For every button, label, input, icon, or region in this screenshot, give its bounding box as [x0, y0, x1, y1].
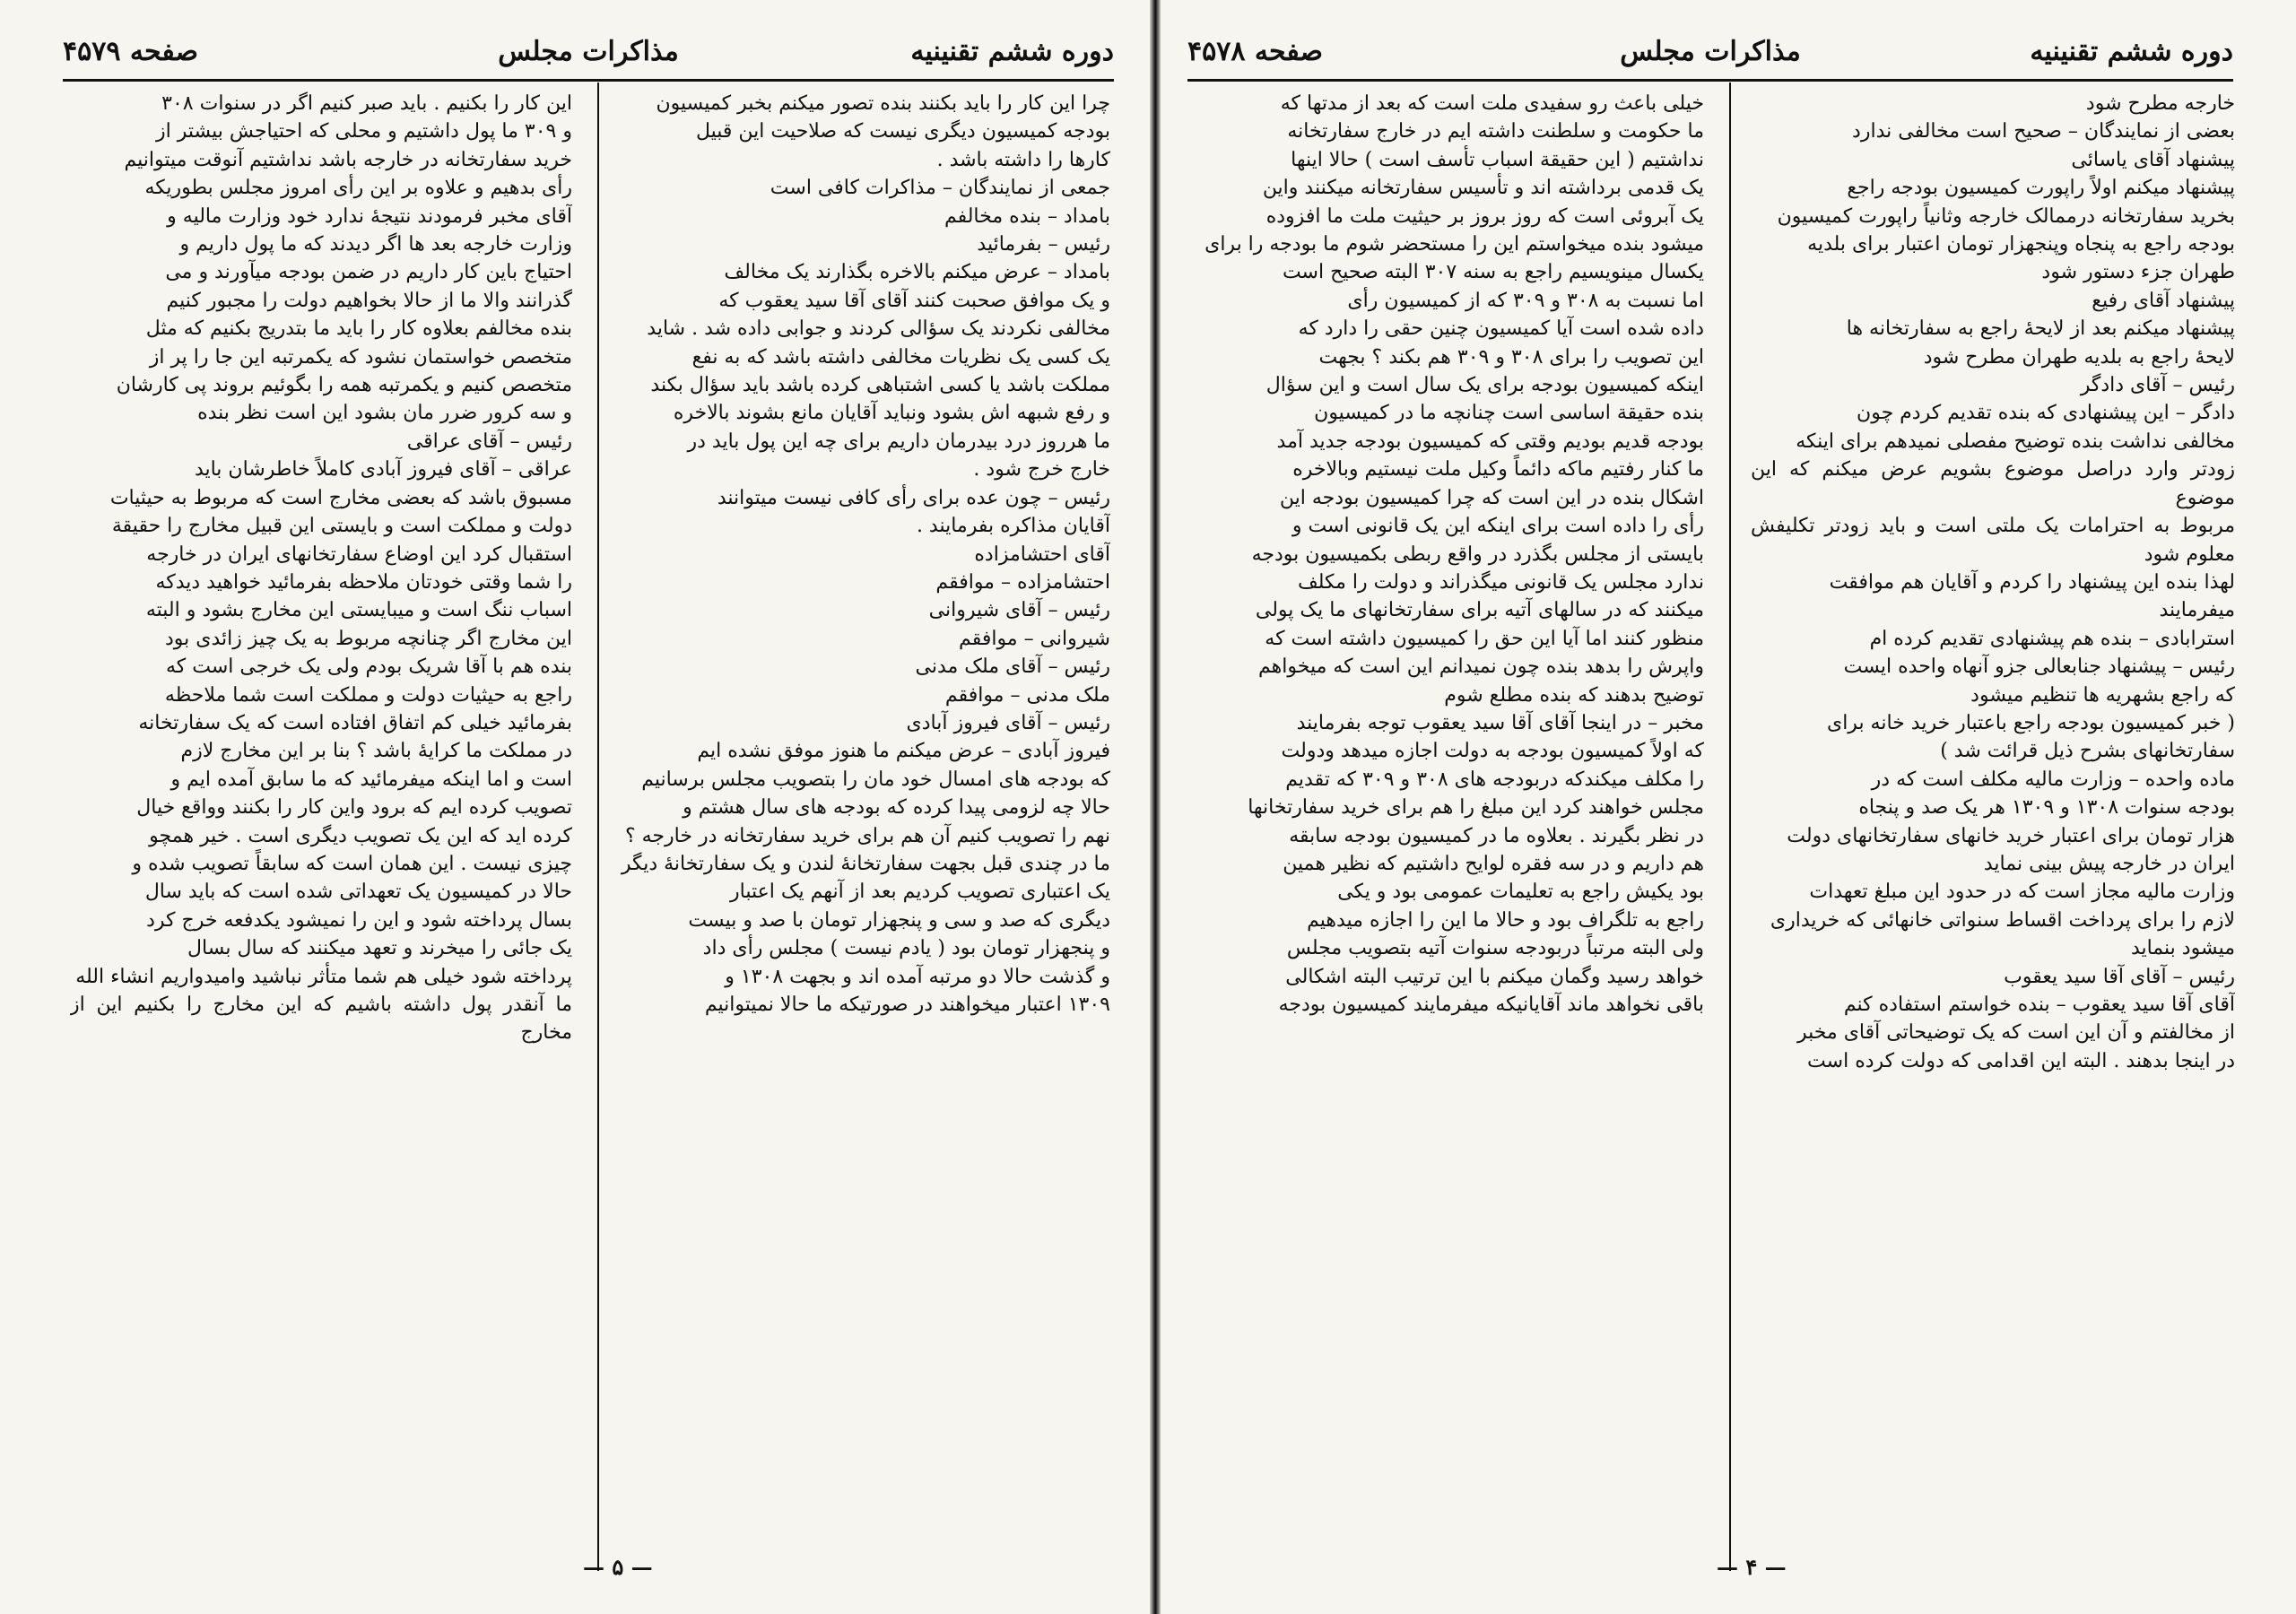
text-line: مربوط به احترامات یک ملتی است و باید زودتر تکلیفش معلوم شود: [1751, 515, 2235, 566]
text-line: بفرمائید خیلی کم اتفاق افتاده است که یک سفارتخانه: [138, 711, 572, 734]
text-line: بودجه راجع به پنجاه وپنجهزار تومان اعتبار برای بلدیه: [1807, 233, 2235, 256]
text-line: وزارت مالیه مجاز است که در حدود این مبلغ تعهدات: [1809, 881, 2235, 904]
text-line: ( خبر کمیسیون بودجه راجع باعتبار خرید خانه برای: [1826, 711, 2235, 734]
text-line: لهذا بنده این پیشنهاد را کردم و آقایان هم موافقت: [1829, 570, 2235, 594]
text-line: را شما وقتی خودتان ملاحظه بفرمائید خواهید دیدکه: [155, 570, 572, 594]
text-line: بخرید سفارتخانه درممالک خارجه وثانیاً راپورت کمیسیون: [1777, 204, 2235, 228]
text-line: گذرانند والا ما از حالا بخواهیم دولت را مجبور کنیم: [166, 289, 572, 312]
text-line: متخصص خواستمان نشود که یکمرتبه این جا را پر از: [149, 345, 572, 369]
text-line: ندارد مجلس یک قانونی میگذراند و دولت را مکلف: [1297, 570, 1704, 594]
text-line: بودجه سنوات ۱۳۰۸ و ۱۳۰۹ هر یک صد و پنجاه: [1858, 796, 2235, 820]
text-line: هم داریم و در سه فقره لوایح داشتیم که نظیر همین: [1283, 852, 1704, 875]
text-line: که راجع بشهریه ها تنظیم میشود: [1970, 683, 2235, 707]
text-line: است و اما اینکه میفرمائید که ما سابق آمده ایم و: [170, 768, 572, 791]
text-line: بایستی از مجلس بگذرد در واقع ربطی بکمیسیون بودجه: [1251, 542, 1704, 566]
text-line: رئیس – بفرمائید: [977, 233, 1110, 256]
text-line: ما کنار رفتیم ماکه دائماً وکیل ملت نیستیم وبالاخره: [1292, 458, 1704, 482]
text-line: رئیس – آقای شیروانی: [928, 599, 1110, 622]
text-line: بنده حقیقة اساسی است چنانچه ما در کمیسیون: [1314, 402, 1704, 425]
header-rule: [1187, 79, 2233, 82]
text-line: اسباب ننگ است و میبایستی این مخارج بشود و البته: [145, 599, 572, 622]
text-line: ما در چندی قبل بجهت سفارتخانهٔ لندن و یک سفارتخانهٔ دیگر: [621, 852, 1110, 875]
text-line: چیزی نیست . این همان است که سابقاً تصویب شده و: [132, 852, 572, 875]
text-line: بود یکیش راجع به تعلیمات عمومی بود و یکی: [1337, 881, 1704, 904]
text-line: استقبال کرد این اوضاع سفارتخانهای ایران در خارجه: [146, 542, 572, 566]
text-line: مخالفی نداشت بنده توضیح مفصلی نمیدهم برای اینکه: [1796, 430, 2235, 453]
text-line: بامداد – بنده مخالفم: [944, 204, 1110, 228]
text-line: ملک مدنی – موافقم: [944, 683, 1110, 707]
text-line: فیروز آبادی – عرض میکنم ما هنوز موفق نشده ایم: [697, 740, 1110, 763]
text-line: ولی البته مرتباً دربودجه سنوات آتیه بتصویب مجلس: [1286, 937, 1704, 960]
text-line: دیگری که صد و سی و پنجهزار تومان با صد و بیست: [688, 908, 1110, 932]
text-line: مملکت باشد یا کسی اشتباهی کرده باشد باید سؤال بکند: [650, 374, 1110, 397]
text-line: رئیس – چون عده برای رأی کافی نیست میتوانند: [717, 486, 1110, 509]
text-line: مخبر – در اینجا آقای آقا سید یعقوب توجه بفرمایند: [1296, 711, 1704, 734]
text-line: و رفع شبهه اش بشود ونباید آقایان مانع بشوند بالاخره: [673, 402, 1110, 425]
text-line: نداشتیم ( این حقیقة اسباب تأسف است ) حالا اینها: [1291, 148, 1704, 171]
text-line: ما هرروز درد بیدرمان داریم برای چه این پول باید در: [687, 430, 1110, 453]
text-line: ما حکومت و سلطنت داشته ایم در خارج سفارتخانه: [1287, 120, 1704, 143]
text-line: خارجه مطرح شود: [2085, 92, 2235, 115]
text-line: مسبوق باشد که بعضی مخارج است که مربوط به حیثیات: [109, 486, 572, 509]
page-header: [63, 36, 1114, 75]
text-line: اینکه کمیسیون بودجه برای یک سال است و این سؤال: [1265, 374, 1704, 397]
right-page: [1161, 0, 2296, 1614]
text-line: ایران در خارجه پیش بینی نماید: [1983, 852, 2235, 875]
text-line: تصویب کرده ایم که برود واین کار را بکنند وواقع خیال: [136, 796, 572, 820]
text-line: میشود بنده میخواستم این را مستحضر شوم ما بودجه را برای: [1205, 233, 1704, 256]
text-line: پیشنهاد آقای رفیع: [2092, 289, 2235, 312]
text-line: اشکال بنده در این است که چرا کمیسیون بودجه این: [1279, 486, 1704, 509]
book-gutter: [1150, 0, 1161, 1614]
text-line: باقی نخواهد ماند آقایانیکه میفرمایند کمیسیون بودجه: [1278, 994, 1704, 1016]
header-title: مذاکرات مجلس: [1620, 36, 1801, 67]
text-line: و گذشت حالا دو مرتبه آمده اند و بجهت ۱۳۰۸ و: [725, 965, 1110, 988]
text-line: راجع به تلگراف بود و حالا ما این را اجازه میدهیم: [1307, 908, 1704, 932]
text-line: یک کسی یک نظریات مخالفی داشته باشد که به نفع: [691, 345, 1110, 369]
folio: — ۵ —: [583, 1554, 653, 1580]
text-line: بنده مخالفم بعلاوه کار را باید ما بتدریج بکنیم که مثل: [145, 317, 572, 341]
column-divider: [1729, 82, 1731, 1571]
folio: — ۴ —: [1717, 1554, 1787, 1580]
text-line: میکنند که در سالهای آتیه برای سفارتخانهای ما یک پولی: [1255, 599, 1704, 622]
text-line: در مملکت ما کرایهٔ باشد ؟ بنا بر این مخارج لازم: [180, 740, 572, 763]
text-line: منظور کنند اما آیا این حق را کمیسیون داشته است که: [1265, 627, 1704, 650]
text-line: رأی بدهیم و علاوه بر این رأی امروز مجلس بطوریکه: [144, 177, 572, 200]
text-line: از مخالفتم و آن این است که یک توضیحاتی آقای مخبر: [1796, 1021, 2235, 1045]
text-line: داده شده است آیا کمیسیون چنین حقی را دارد که: [1298, 317, 1704, 341]
text-line: بعضی از نمایندگان – صحیح است مخالفی ندارد: [1852, 120, 2235, 143]
text-line: آقایان مذاکره بفرمایند .: [916, 515, 1110, 538]
text-line: بودجه قدیم بودیم وقتی که کمیسیون بودجه جدید آمد: [1276, 430, 1704, 453]
text-line: واپرش را بدهد بنده چون نمیدانم این است که میخواهم: [1258, 655, 1704, 679]
text-line: خیلی باعث رو سفیدی ملت است که بعد از مدتها که: [1280, 92, 1704, 115]
text-line: خرید سفارتخانه در خارجه باشد نداشتیم آنوقت میتوانیم: [124, 148, 572, 171]
text-line: و سه کرور ضرر مان بشود این است نظر بنده: [197, 402, 572, 425]
text-line: راجع به حیثیات دولت و مملکت است شما ملاحظه: [164, 683, 572, 707]
text-line: رئیس – آقای عراقی: [406, 430, 572, 453]
text-line: هزار تومان برای اعتبار خرید خانهای سفارتخانهای دولت: [1787, 824, 2235, 847]
text-line: دولت و مملکت است و بایستی این قبیل مخارج را حقیقة: [111, 515, 572, 538]
text-line: این مخارج اگر چنانچه مربوط به یک چیز زائدی بود: [165, 627, 572, 650]
text-line: یک اعتباری تصویب کردیم بعد از آنهم یک اعتبار: [730, 881, 1110, 904]
text-line: حالا در کمیسیون یک تعهداتی شده است که باید سال: [144, 881, 572, 904]
text-line: یکسال مینویسیم راجع به سنه ۳۰۷ البته صحیح است: [1282, 261, 1704, 284]
header-title: مذاکرات مجلس: [498, 36, 679, 67]
text-line: یک جائی را میخرند و تعهد میکنند که سال بسال: [187, 937, 572, 960]
text-line: ۱۳۰۹ اعتبار میخواهند در صورتیکه ما حالا نمیتوانیم: [704, 994, 1110, 1016]
text-line: عراقی – آقای فیروز آبادی کاملاً خاطرشان باید: [194, 458, 572, 482]
text-line: بسال پرداخته شود و این را نمیشود یکدفعه خرج کرد: [146, 908, 572, 932]
text-line: اما نسبت به ۳۰۸ و ۳۰۹ که از کمیسیون رأی: [1347, 289, 1704, 312]
header-session: دوره ششم تقنينيه: [910, 36, 1114, 67]
text-line: پیشنهاد میکنم اولاً راپورت کمیسیون بودجه راجع: [1847, 177, 2235, 200]
text-line: حالا چه لزومی پیدا کرده که بودجه های سال هشتم و: [683, 796, 1110, 820]
text-line: میفرمایند: [2159, 599, 2235, 622]
text-line: آقای آقا سید یعقوب – بنده خواستم استفاده کنم: [1843, 994, 2235, 1016]
text-line: مخالفی نکردند یک سؤالی کردند و جوابی داده شد . شاید: [647, 317, 1110, 341]
text-line: توضیح بدهند که بنده مطلع شوم: [1444, 683, 1704, 707]
header-page-number: صفحه ۴۵۷۸: [1187, 36, 1323, 67]
text-line: یک آبروئی است که روز بروز بر حیثیت ملت ما افزوده: [1265, 204, 1704, 228]
text-line: این کار را بکنیم . باید صبر کنیم اگر در سنوات ۳۰۸: [161, 92, 572, 115]
text-line: بودجه کمیسیون دیگری نیست که صلاحیت این قبیل: [695, 120, 1110, 143]
text-line: کارها را داشته باشد .: [936, 148, 1110, 171]
text-line: رئیس – آقای ملک مدنی: [915, 655, 1110, 679]
text-line: آقای احتشامزاده: [974, 542, 1110, 566]
text-line: لازم را برای پرداخت اقساط سنواتی خانهائی که خریداری: [1770, 908, 2235, 932]
text-line: خواهد رسید وگمان میکنم با این ترتیب البته اشکالی: [1285, 965, 1704, 988]
text-line: میشود بنماید: [2130, 937, 2235, 960]
column-left: [70, 90, 572, 1542]
text-line: خارج خرج شود .: [973, 458, 1110, 482]
text-line: احتیاج باین کار داریم در ضمن بودجه میآورند و می: [165, 261, 572, 284]
text-line: یک قدمی برداشته اند و تأسیس سفارتخانه میکنند واین: [1262, 177, 1704, 200]
text-line: رئیس – آقای فیروز آبادی: [906, 711, 1110, 734]
text-line: و ۳۰۹ ما پول داشتیم و محلی که احتیاجش بیشتر از: [156, 120, 572, 143]
text-line: نهم را تصویب کنیم آن هم برای خرید سفارتخانه در خارجه ؟: [624, 824, 1110, 847]
text-line: چرا این کار را باید بکنند بنده تصور میکنم بخبر کمیسیون: [656, 92, 1110, 115]
text-line: شیروانی – موافقم: [959, 627, 1110, 650]
text-line: کرده اید که این یک تصویب دیگری است . خیر همچو: [149, 824, 572, 847]
text-line: و پنجهزار تومان بود ( یادم نیست ) مجلس رأی داد: [702, 937, 1110, 960]
column-divider: [597, 82, 599, 1571]
text-line: مجلس خواهند کرد این مبلغ را هم برای خرید سفارتخانها: [1248, 796, 1704, 820]
text-line: زودتر وارد دراصل موضوع بشویم عرض میکنم که این موضوع: [1751, 458, 2235, 509]
text-line: پرداخته شود خیلی هم شما متأثر نباشید وامیدواریم انشاء الله: [75, 965, 572, 988]
text-line: احتشامزاده – موافقم: [935, 570, 1110, 594]
text-line: ما آنقدر پول داشته باشیم که این مخارج را بکنیم این از مخارج: [70, 994, 572, 1045]
column-right: [1751, 90, 2235, 1542]
column-right: [619, 90, 1110, 1542]
text-line: آقای مخبر فرمودند نتیجهٔ ندارد خود وزارت مالیه و: [167, 204, 572, 228]
text-line: بامداد – عرض میکنم بالاخره بگذارند یک مخالف: [724, 261, 1110, 284]
text-line: پیشنهاد میکنم بعد از لایحهٔ راجع به سفارتخانه ها: [1846, 317, 2235, 341]
page-header: [1187, 36, 2233, 75]
text-line: را مکلف میکندکه دربودجه های ۳۰۸ و ۳۰۹ که تقدیم: [1285, 768, 1704, 791]
text-line: دادگر – این پیشنهادی که بنده تقدیم کردم چون: [1857, 402, 2235, 425]
text-line: رئیس – آقای دادگر: [2080, 374, 2235, 397]
text-line: این تصویب را برای ۳۰۸ و ۳۰۹ هم بکند ؟ بجهت: [1318, 345, 1704, 369]
text-line: که بودجه های امسال خود مان را بتصویب مجلس برسانیم: [641, 768, 1110, 791]
text-line: رئیس – آقای آقا سید یعقوب: [2004, 965, 2235, 988]
text-line: متخصص کنیم و یکمرتبه همه را بگوئیم بروند پی کارشان: [116, 374, 572, 397]
header-session: دوره ششم تقنینیه: [2030, 36, 2233, 67]
text-line: وزارت خارجه بعد ها اگر دیدند که ما پول داریم و: [179, 233, 572, 256]
text-line: در نظر بگیرند . بعلاوه ما در کمیسیون بودجه سابقه: [1289, 824, 1704, 847]
header-page-number: صفحه ۴۵۷۹: [63, 36, 198, 67]
text-line: لایحهٔ راجع به بلدیه طهران مطرح شود: [1923, 345, 2235, 369]
text-line: در اینجا بدهند . البته این اقدامی که دولت کرده است: [1807, 1049, 2235, 1072]
text-line: رأی را داده است برای اینکه این یک قانونی است و: [1292, 515, 1704, 538]
text-line: رئیس – پیشنهاد جنابعالی جزو آنهاه واحده ایست: [1843, 655, 2235, 679]
text-line: که اولاً کمیسیون بودجه به دولت اجازه میدهد ودولت: [1281, 740, 1704, 763]
text-line: پیشنهاد آقای یاسائی: [2071, 148, 2235, 171]
text-line: ماده واحده – وزارت مالیه مکلف است که در: [1871, 768, 2235, 791]
text-line: استرابادی – بنده هم پیشنهادی تقدیم کرده ام: [1869, 627, 2235, 650]
text-line: طهران جزء دستور شود: [2041, 261, 2235, 284]
text-line: سفارتخانهای بشرح ذیل قرائت شد ): [1940, 740, 2235, 763]
header-rule: [63, 79, 1114, 82]
text-line: بنده هم با آقا شریک بودم ولی یک خرجی است که: [165, 655, 572, 679]
text-line: جمعی از نمایندگان – مذاکرات کافی است: [770, 177, 1110, 200]
text-line: و یک موافق صحبت کنند آقای آقا سید یعقوب که: [718, 289, 1110, 312]
column-left: [1196, 90, 1704, 1542]
